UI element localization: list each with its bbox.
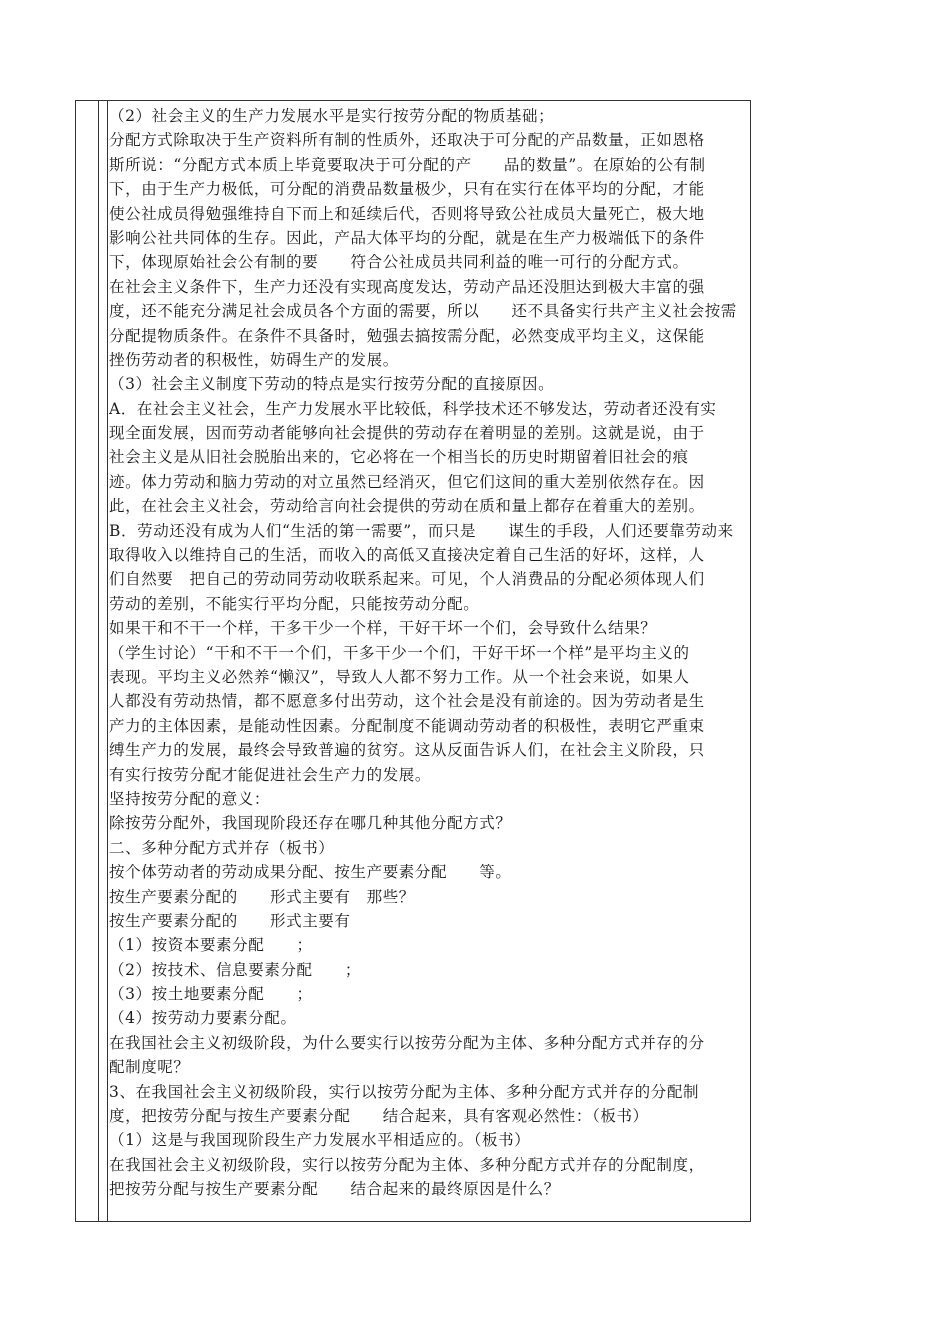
- text-line: 按生产要素分配的 形式主要有 那些？: [109, 887, 415, 906]
- text-line: 下，由于生产力极低，可分配的消费品数量极少，只有在实行在体平均的分配，才能: [109, 180, 705, 199]
- text-line: B．劳动还没有成为人们“生活的第一需要”，而只是 谋生的手段，人们还要靠劳动来: [109, 521, 734, 540]
- text-line: 社会主义是从旧社会脱胎出来的，它必将在一个相当长的历史时期留着旧社会的痕: [109, 448, 689, 467]
- text-line: 配制度呢？: [109, 1058, 190, 1077]
- text-line: 把按劳分配与按生产要素分配 结合起来的最终原因是什么？: [109, 1180, 560, 1199]
- text-line: 有实行按劳分配才能促进社会生产力的发展。: [109, 765, 432, 784]
- text-line: 按生产要素分配的 形式主要有: [109, 911, 351, 930]
- text-line: 挫伤劳动者的积极性，妨碍生产的发展。: [109, 350, 399, 369]
- text-line: 如果干和不干一个样，干多干少一个样，干好干坏一个们，会导致什么结果？: [109, 619, 657, 638]
- text-line: 分配方式除取决于生产资料所有制的性质外，还取决于可分配的产品数量，正如恩格: [109, 131, 705, 150]
- text-line: 按个体劳动者的劳动成果分配、按生产要素分配 等。: [109, 863, 512, 882]
- text-line: 现全面发展，因而劳动者能够向社会提供的劳动存在着明显的差别。这就是说，由于: [109, 424, 705, 443]
- text-line: 产力的主体因素，是能动性因素。分配制度不能调动劳动者的积极性，表明它严重束: [109, 716, 705, 735]
- text-line: 表现。平均主义必然养“懒汉”，导致人人都不努力工作。从一个社会来说，如果人: [109, 667, 690, 686]
- table-column-divider-right: [107, 101, 108, 1221]
- text-line: 缚生产力的发展，最终会导致普遍的贫穷。这从反面告诉人们，在社会主义阶段，只: [109, 741, 705, 760]
- text-line: A．在社会主义社会，生产力发展水平比较低，科学技术还不够发达，劳动者还没有实: [109, 399, 717, 418]
- text-line: （3）社会主义制度下劳动的特点是实行按劳分配的直接原因。: [109, 375, 555, 394]
- text-line: 度，还不能充分满足社会成员各个方面的需要，所以 还不具备实行共产主义社会按需: [109, 302, 737, 321]
- text-line: （1）这是与我国现阶段生产力发展水平相适应的。（板书）: [109, 1131, 531, 1150]
- text-line: 坚持按劳分配的意义：: [109, 789, 271, 808]
- text-line: 3、在我国社会主义初级阶段，实行以按劳分配为主体、多种分配方式并存的分配制: [109, 1082, 700, 1101]
- text-line: （2）社会主义的生产力发展水平是实行按劳分配的物质基础；: [109, 107, 555, 125]
- text-line: 迹。体力劳动和脑力劳动的对立虽然已经消灭，但它们这间的重大差别依然存在。因: [109, 472, 705, 491]
- text-line: （学生讨论）“干和不干一个们，干多干少一个们，干好干坏一个样”是平均主义的: [109, 643, 690, 662]
- text-line: （1）按资本要素分配 ；: [109, 936, 313, 955]
- text-line: 使公社成员得勉强维持自下而上和延续后代，否则将导致公社成员大量死亡，极大地: [109, 204, 705, 223]
- text-line: （3）按土地要素分配 ；: [109, 985, 313, 1004]
- text-line: 人都没有劳动热情，都不愿意多付出劳动，这个社会是没有前途的。因为劳动者是生: [109, 692, 705, 711]
- table-column-divider-left: [98, 101, 99, 1221]
- text-line: 劳动的差别，不能实行平均分配，只能按劳动分配。: [109, 594, 480, 613]
- text-line: 在我国社会主义初级阶段，实行以按劳分配为主体、多种分配方式并存的分配制度，: [109, 1155, 705, 1174]
- text-line: 二、多种分配方式并存（板书）: [109, 838, 335, 857]
- text-line: 度，把按劳分配与按生产要素分配 结合起来，具有客观必然性：（板书）: [109, 1107, 649, 1126]
- text-line: （4）按劳动力要素分配。: [109, 1009, 297, 1028]
- text-line: 分配提物质条件。在条件不具备时，勉强去搞按需分配，必然变成平均主义，这保能: [109, 326, 705, 345]
- text-line: 们自然要 把自己的劳动同劳动收联系起来。可见，个人消费品的分配必须体现人们: [109, 570, 705, 589]
- text-line: 影响公社共同体的生存。因此，产品大体平均的分配，就是在生产力极端低下的条件: [109, 228, 705, 247]
- lesson-content: [109, 104, 741, 1202]
- text-line: 除按劳分配外，我国现阶段还存在哪几种其他分配方式？: [109, 814, 512, 833]
- text-line: 斯所说：“分配方式本质上毕竟要取决于可分配的产 品的数量”。在原始的公有制: [109, 155, 706, 174]
- text-line: 在社会主义条件下，生产力还没有实现高度发达，劳动产品还没胆达到极大丰富的强: [109, 277, 705, 296]
- text-line: 取得收入以维持自己的生活，而收入的高低又直接决定着自己生活的好坏，这样，人: [109, 546, 705, 565]
- text-line: 在我国社会主义初级阶段，为什么要实行以按劳分配为主体、多种分配方式并存的分: [109, 1033, 705, 1052]
- text-line: 下，体现原始社会公有制的要 符合公社成员共同利益的唯一可行的分配方式。: [109, 253, 689, 272]
- text-line: （2）按技术、信息要素分配 ；: [109, 960, 361, 979]
- text-line: 此，在社会主义社会，劳动给言向社会提供的劳动在质和量上都存在着重大的差别。: [109, 497, 705, 516]
